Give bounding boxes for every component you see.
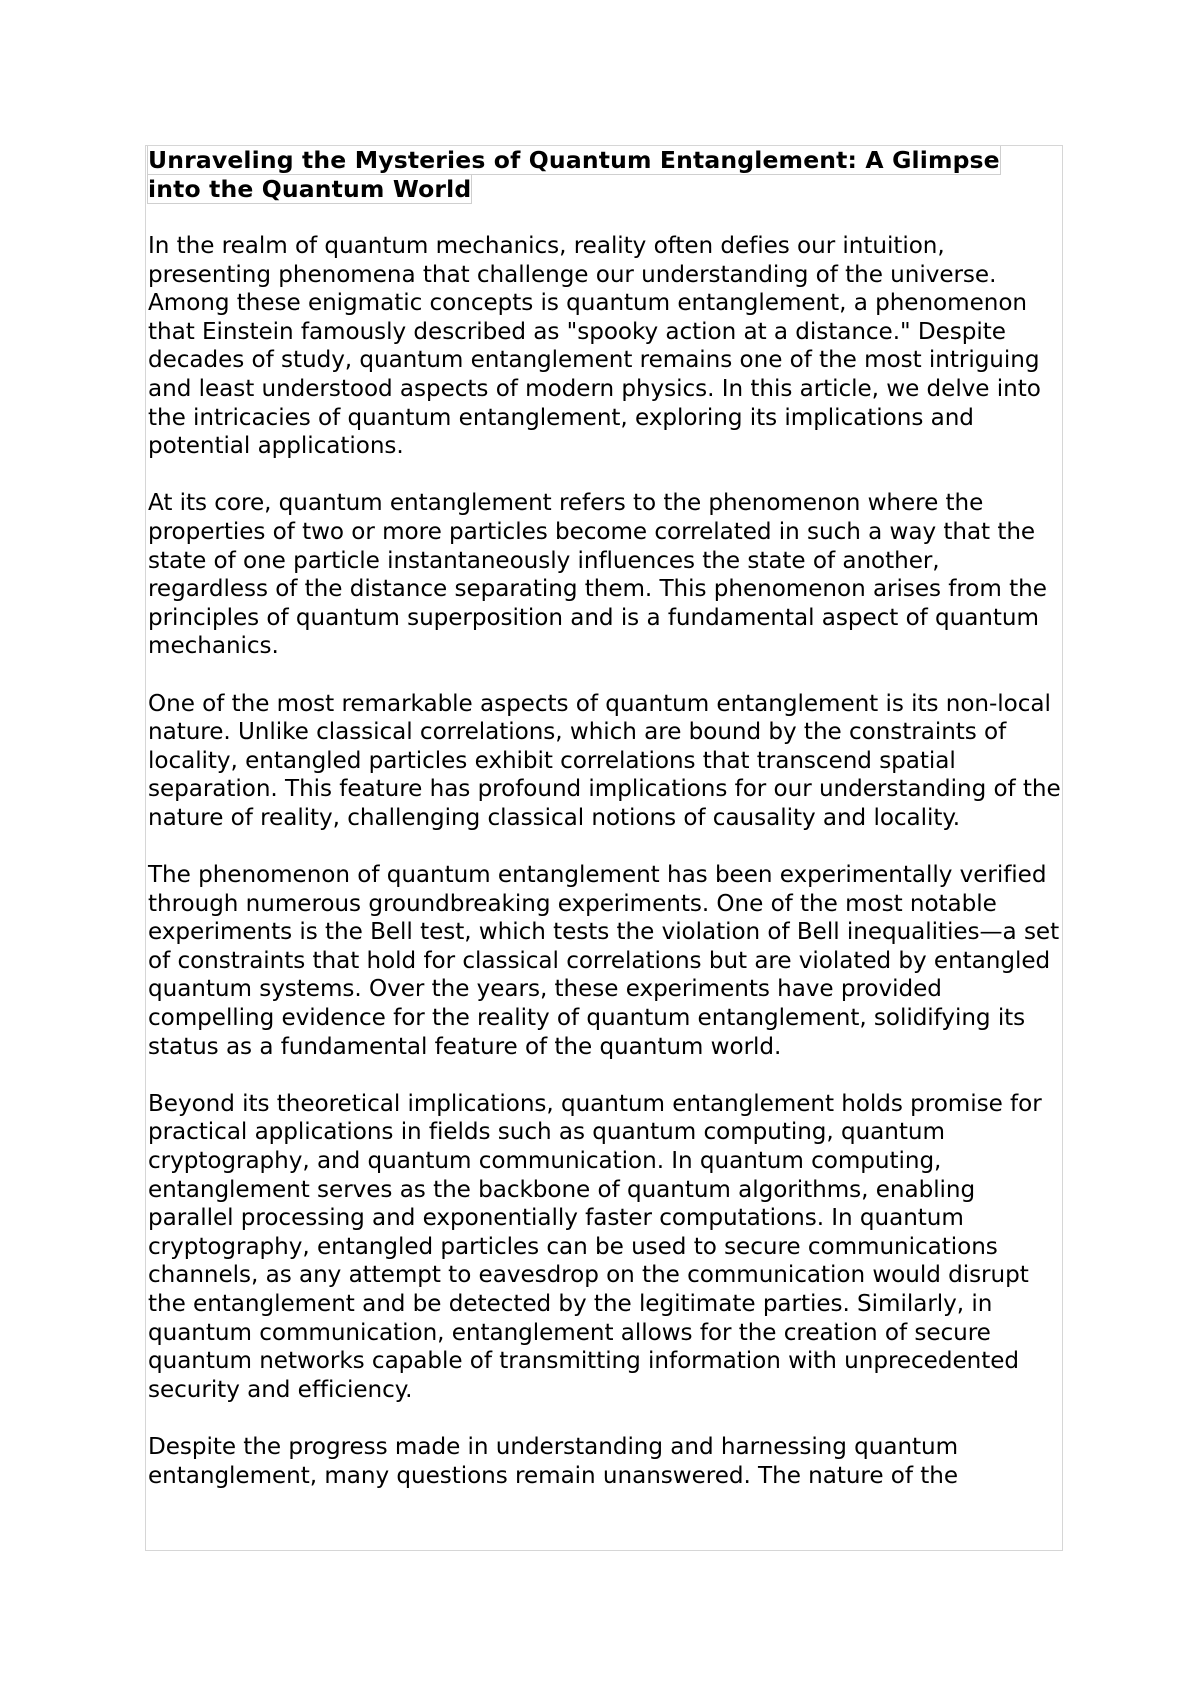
paragraph-4: The phenomenon of quantum entanglement has been experimentally verified through numerous groundbreaking experiments. One of the most notable experiments is the Bell test, which tests the violation of Bell inequalities—a set of constraints that hold for classical correlations but are violated by entangled quantum systems. Over the years, these experiments have provided compelling evidence for the reality of quantum entanglement, solidifying its status as a fundamental feature of the quantum world. xyxy=(148,862,1060,1060)
paragraph-6: Despite the progress made in understanding and harnessing quantum entanglement, many questions remain unanswered. The nature of the xyxy=(148,1433,959,1489)
title-line-1: Unraveling the Mysteries of Quantum Entanglement: A Glimpse xyxy=(148,146,1000,174)
document-title xyxy=(148,146,1028,203)
paragraph-2: At its core, quantum entanglement refers to the phenomenon where the properties of two or more particles become correlated in such a way that the state of one particle instantaneously influences the state of another, regardless of the distance separating them. This phenomenon arises from the principles of quantum superposition and is a fundamental aspect of quantum mechanics. xyxy=(148,490,1047,660)
paragraph-5: Beyond its theoretical implications, quantum entanglement holds promise for practical applications in fields such as quantum computing, quantum cryptography, and quantum communication. In quantum computing, entanglement serves as the backbone of quantum algorithms, enabling parallel processing and exponentially faster computations. In quantum cryptography, entangled particles can be used to secure communications channels, as any attempt to eavesdrop on the communication would disrupt the entanglement and be detected by the legitimate parties. Similarly, in quantum communication, entanglement allows for the creation of secure quantum networks capable of transmitting information with unprecedented security and efficiency. xyxy=(148,1090,1042,1403)
document-page xyxy=(145,145,1063,1551)
document-body xyxy=(148,232,1063,1519)
title-line-2: into the Quantum World xyxy=(148,174,472,203)
paragraph-1: In the realm of quantum mechanics, reality often defies our intuition, presenting phenomena that challenge our understanding of the universe. Among these enigmatic concepts is quantum entanglement, a phenomenon that Einstein famously described as "spooky action at a distance." Despite decades of study, quantum entanglement remains one of the most intriguing and least understood aspects of modern physics. In this article, we delve into the intricacies of quantum entanglement, exploring its implications and potential applications. xyxy=(148,233,1041,460)
paragraph-3: One of the most remarkable aspects of quantum entanglement is its non-local nature. Unlike classical correlations, which are bound by the constraints of locality, entangled particles exhibit correlations that transcend spatial separation. This feature has profound implications for our understanding of the nature of reality, challenging classical notions of causality and locality. xyxy=(148,690,1061,831)
